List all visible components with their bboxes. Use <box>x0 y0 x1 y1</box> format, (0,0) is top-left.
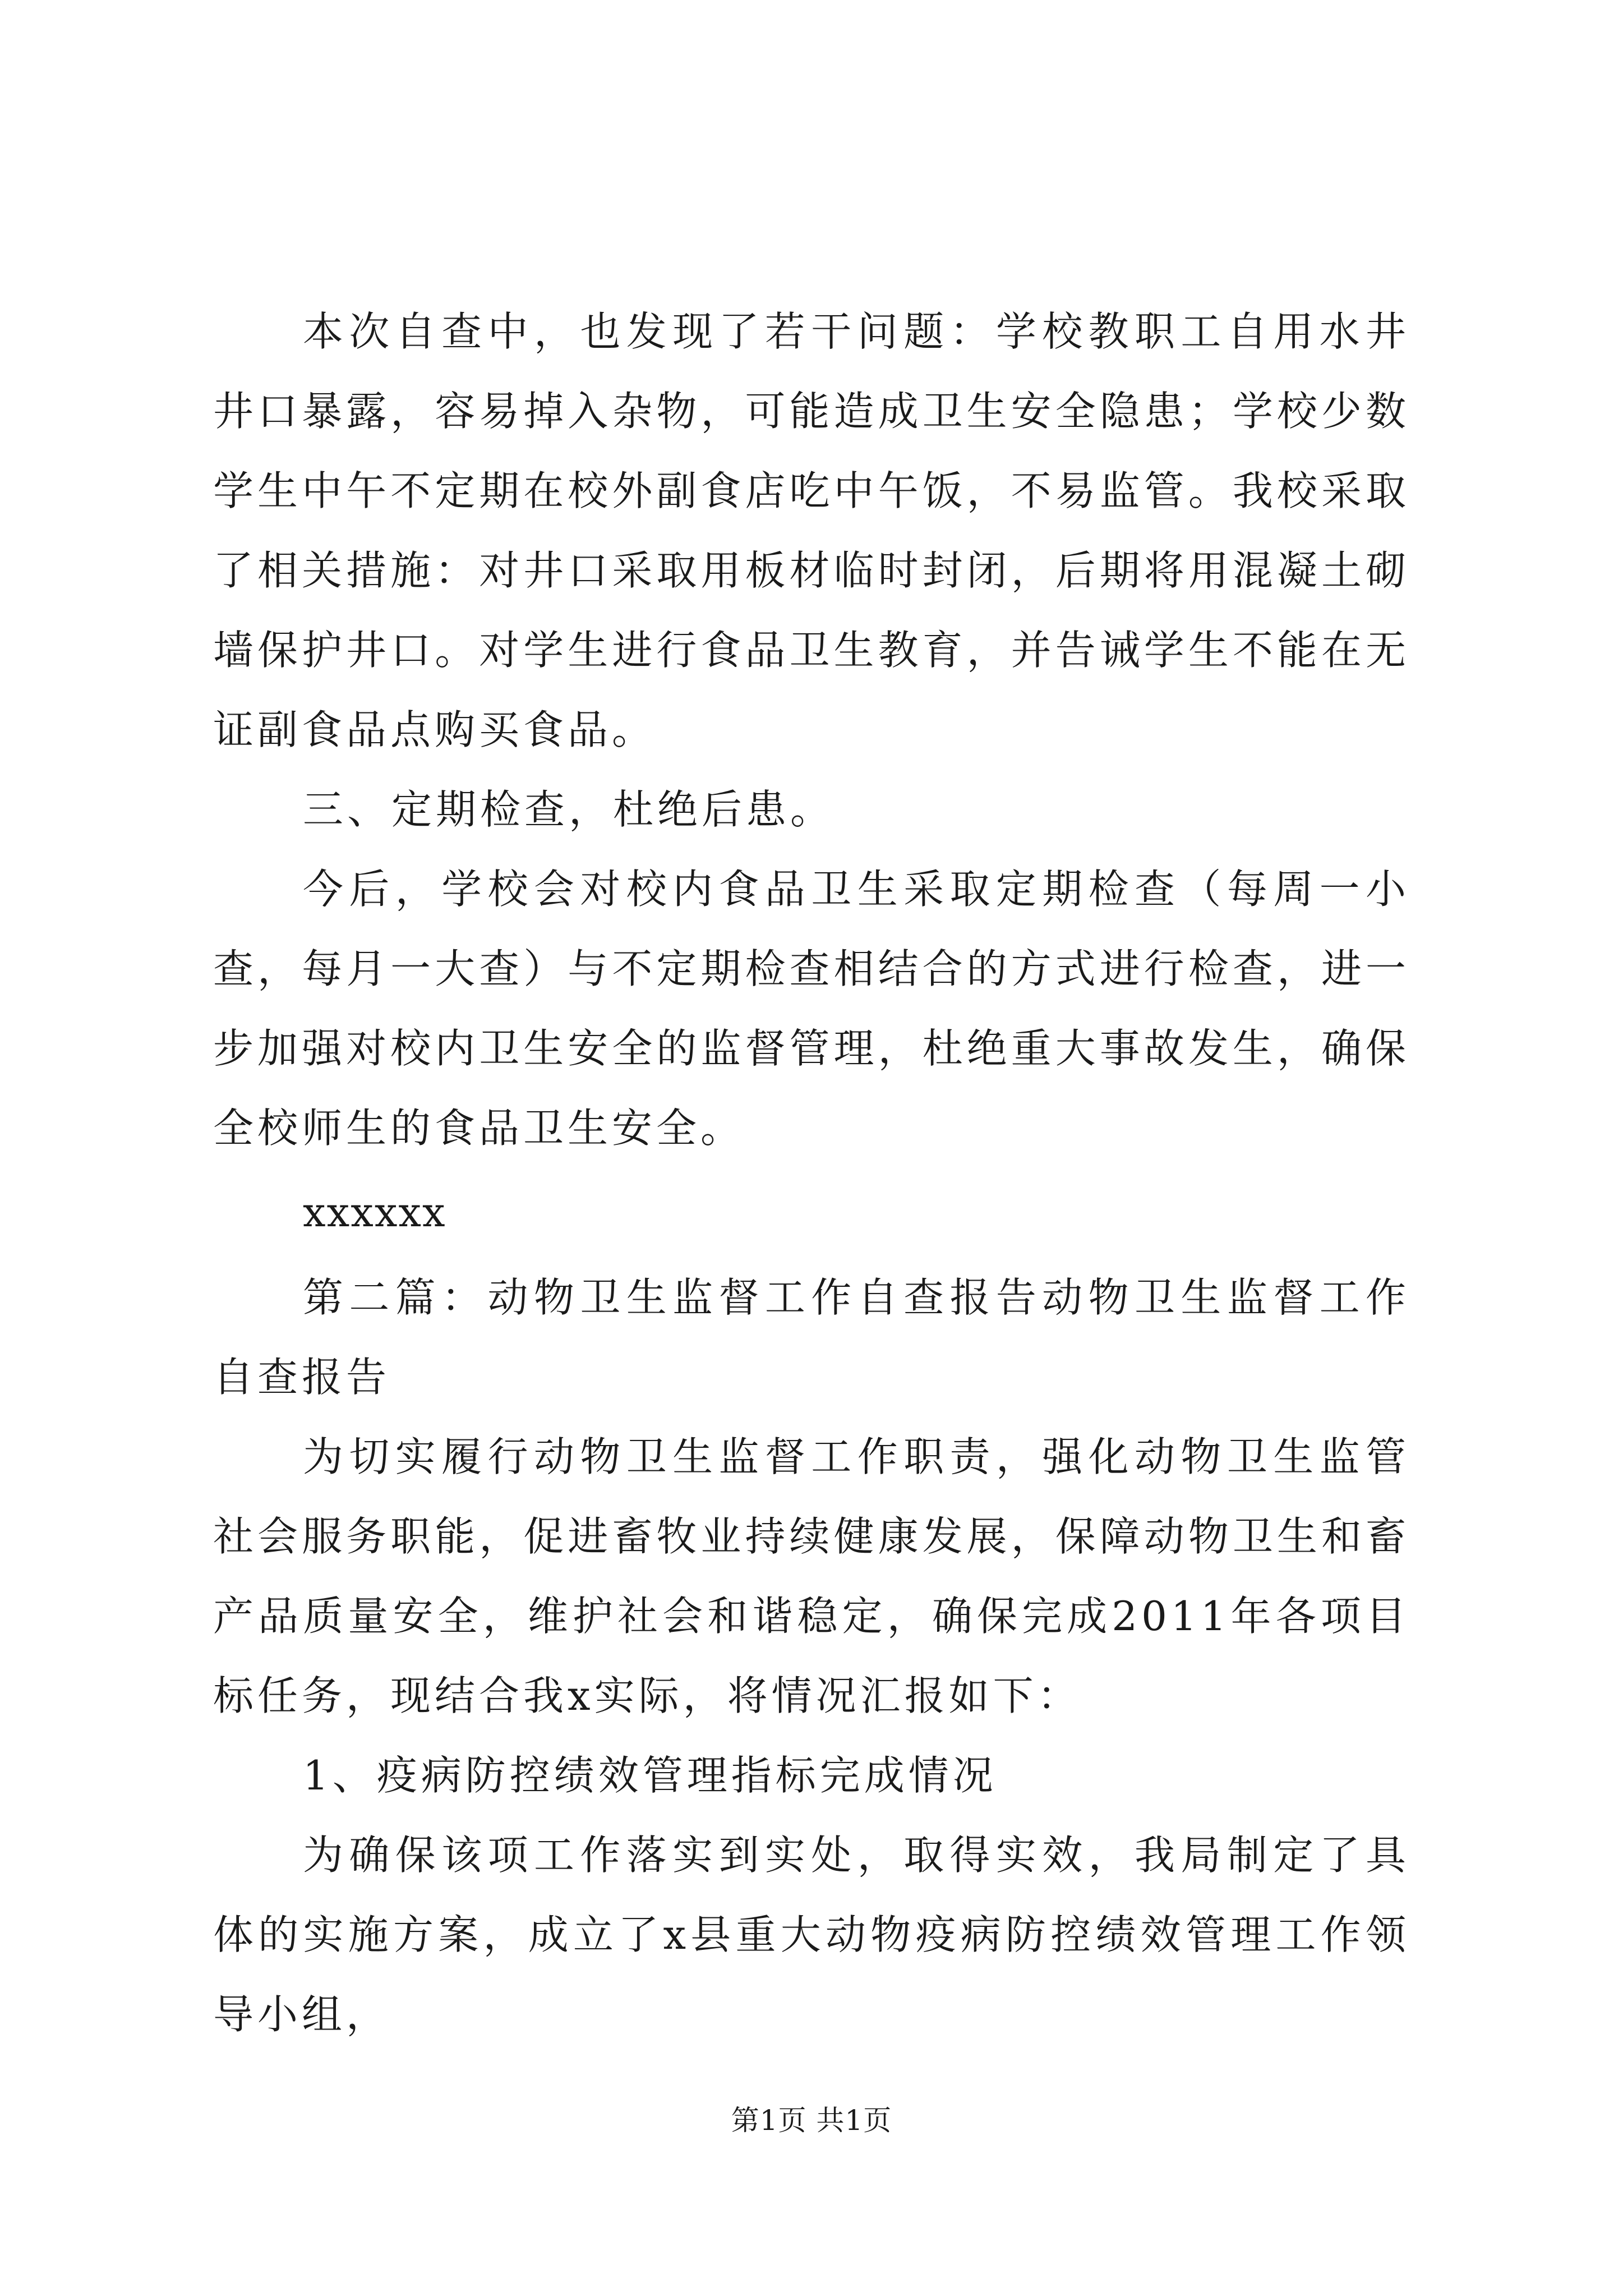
paragraph-implementation: 为确保该项工作落实到实处，取得实效，我局制定了具体的实施方案，成立了x县重大动物疫病防控绩效管理工作领导小组， <box>213 1832 1410 2038</box>
signature-placeholder: xxxxxx <box>303 1189 446 1236</box>
section-heading-regular-inspection: 三、定期检查，杜绝后患。 <box>303 786 835 833</box>
paragraph-self-check-issues: 本次自查中，也发现了若干问题：学校教职工自用水井井口暴露，容易掉入杂物，可能造成卫生安全隐患；学校少数学生中午不定期在校外副食店吃中午饭，不易监管。我校采取了相关措施：对井口采取用板材临时封闭，后期将用混凝土砌墙保护井口。对学生进行食品卫生教育，并告诫学生不能在无证副食品点购买食品。 <box>213 308 1410 753</box>
article-two-title: 第二篇：动物卫生监督工作自查报告动物卫生监督工作自查报告 <box>213 1274 1410 1401</box>
page-number-footer: 第1页 共1页 <box>731 2104 892 2137</box>
section-heading-disease-control: 1、疫病防控绩效管理指标完成情况 <box>303 1752 997 1799</box>
paragraph-future-inspection: 今后，学校会对校内食品卫生采取定期检查（每周一小查，每月一大查）与不定期检查相结合的方式进行检查，进一步加强对校内卫生安全的监督管理，杜绝重大事故发生，确保全校师生的食品卫生安全。 <box>213 866 1410 1152</box>
paragraph-introduction: 为切实履行动物卫生监督工作职责，强化动物卫生监管社会服务职能，促进畜牧业持续健康发展，保障动物卫生和畜产品质量安全，维护社会和谐稳定，确保完成2011年各项目标任务，现结合我x实际，将情况汇报如下： <box>213 1433 1410 1719</box>
document-body <box>213 292 1410 2054</box>
